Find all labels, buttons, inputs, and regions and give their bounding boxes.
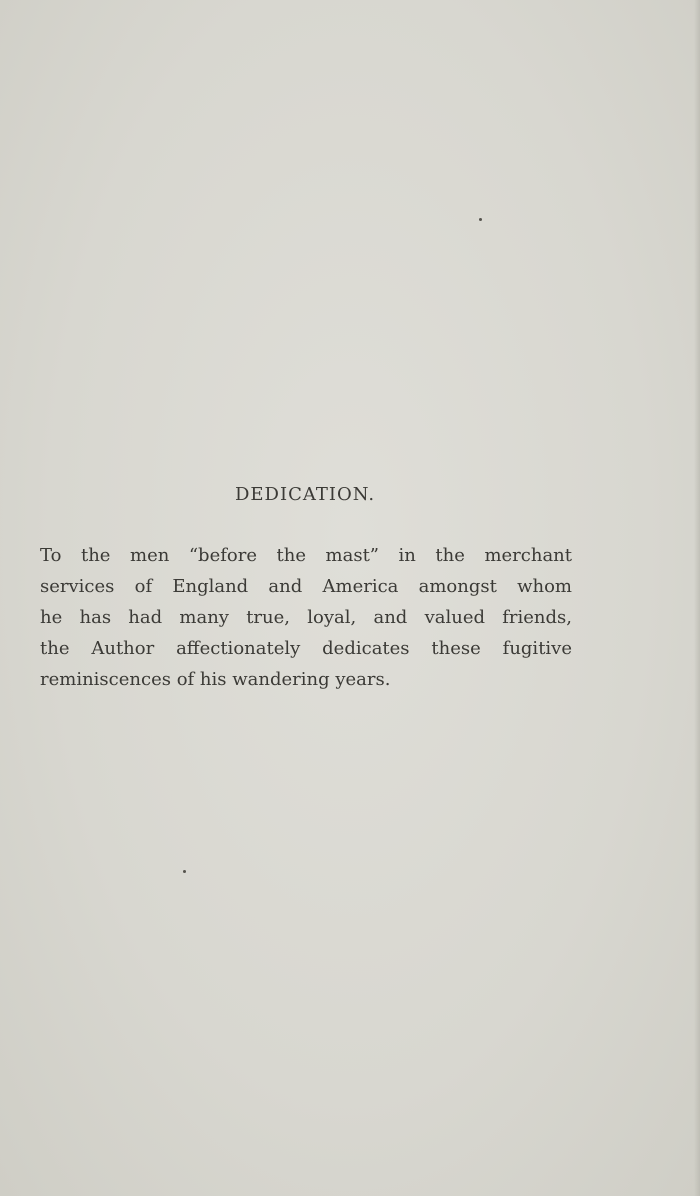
ink-speck xyxy=(479,218,482,221)
dedication-line: he has had many true, loyal, and valued friends, xyxy=(40,607,572,628)
dedication-line: services of England and America amongst whom xyxy=(40,576,572,597)
page-edge-shadow xyxy=(694,0,700,1196)
dedication-paragraph xyxy=(40,540,572,695)
dedication-line: reminiscences of his wandering years. xyxy=(40,669,391,690)
dedication-line: To the men “before the mast” in the merchant xyxy=(40,545,572,566)
dedication-line: the Author affectionately dedicates these fugitive xyxy=(40,638,572,659)
ink-speck xyxy=(183,870,186,873)
dedication-title: DEDICATION. xyxy=(234,484,376,505)
